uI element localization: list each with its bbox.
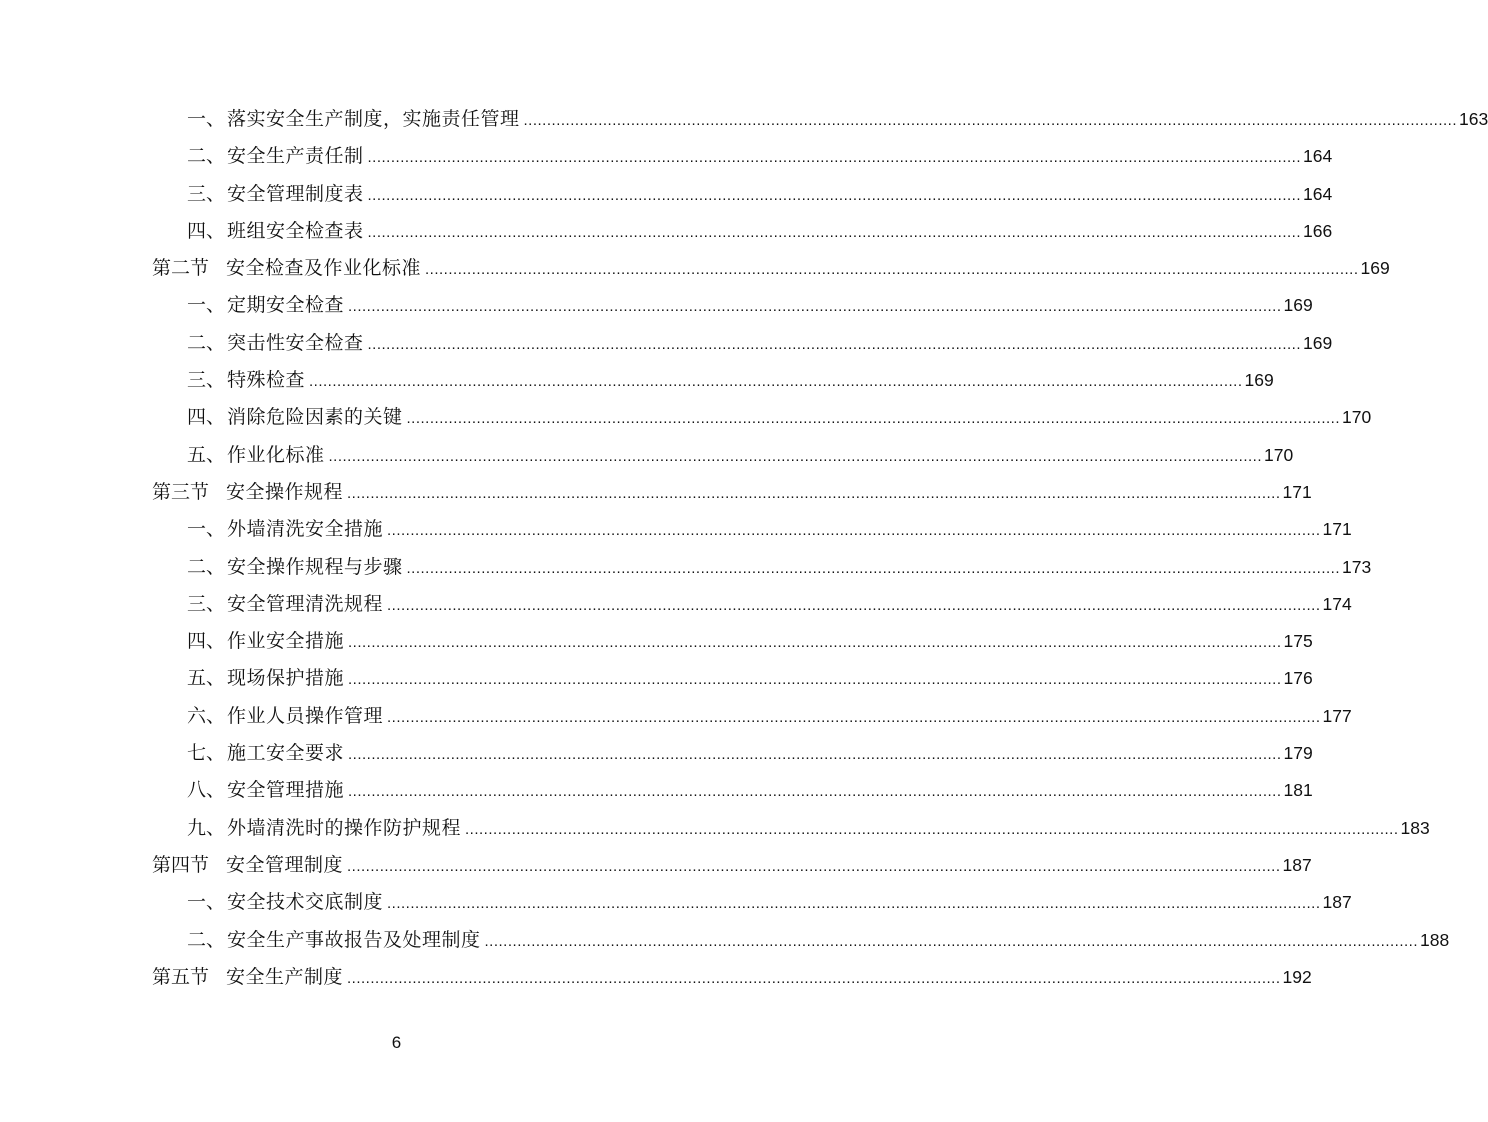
toc-entry-number: 二、 (187, 555, 226, 578)
toc-entry[interactable] (0, 809, 1430, 846)
dot-leader: ........................................................................................................................................................................................................ (406, 559, 1341, 577)
toc-entry[interactable] (0, 175, 1333, 212)
toc-entry-number: 三、 (187, 182, 226, 205)
toc-entry-line (187, 218, 1333, 246)
toc-entry[interactable] (0, 771, 1313, 808)
toc-entry-page: 171 (1322, 519, 1352, 540)
dot-leader: ........................................................................................................................................................................................................ (309, 373, 1243, 391)
toc-entry-title: 班组安全检查表 (227, 219, 364, 242)
toc-entry-number: 三、 (187, 592, 226, 615)
toc-entry-title: 外墙清洗时的操作防护规程 (227, 816, 462, 839)
toc-entry-title: 安全技术交底制度 (227, 891, 384, 914)
toc-entry-number: 二、 (187, 331, 226, 354)
dot-leader: ........................................................................................................................................................................................................ (523, 112, 1458, 129)
toc-entry-number: 三、 (187, 369, 226, 392)
toc-entry-line (187, 815, 1430, 843)
toc-entry-page: 170 (1264, 444, 1294, 465)
dot-leader: ........................................................................................................................................................................................................ (348, 671, 1282, 689)
dot-leader: ........................................................................................................................................................................................................ (347, 857, 1281, 875)
table-of-contents (0, 100, 1488, 995)
toc-entry-page: 169 (1360, 258, 1390, 279)
toc-entry[interactable] (0, 622, 1313, 659)
toc-entry-number: 二、 (187, 928, 226, 951)
toc-entry-page: 187 (1282, 854, 1312, 875)
toc-entry-line (152, 479, 1312, 507)
toc-entry-title: 落实安全生产制度，实施责任管理 (227, 108, 520, 130)
toc-entry-number: 四、 (187, 406, 226, 429)
toc-entry-title: 突击性安全检查 (227, 331, 364, 354)
toc-entry-number: 第二节 (152, 257, 210, 280)
toc-entry-page: 175 (1283, 631, 1313, 652)
toc-entry-page: 176 (1283, 668, 1313, 689)
toc-entry-title: 作业化标准 (227, 443, 325, 466)
page-number: 6 (391, 1033, 402, 1052)
toc-entry-page: 179 (1283, 743, 1313, 764)
toc-entry-number: 第四节 (152, 853, 210, 876)
toc-entry-line (187, 181, 1333, 209)
toc-entry-title: 安全管理措施 (227, 779, 345, 802)
toc-entry[interactable] (0, 100, 1488, 137)
toc-entry-line (187, 442, 1294, 470)
toc-entry-title: 现场保护措施 (227, 667, 345, 690)
toc-entry-line (187, 628, 1313, 656)
toc-entry-line (187, 106, 1488, 134)
toc-entry-title: 安全管理制度表 (227, 182, 364, 205)
toc-entry-page: 164 (1303, 146, 1333, 167)
dot-leader: ........................................................................................................................................................................................................ (367, 223, 1302, 241)
toc-entry-page: 171 (1282, 481, 1312, 502)
toc-entry-page: 183 (1400, 817, 1430, 838)
toc-entry-title: 安全管理清洗规程 (227, 592, 384, 615)
toc-entry-title: 安全操作规程与步骤 (227, 555, 403, 578)
toc-entry-number: 第三节 (152, 480, 210, 503)
dot-leader: ........................................................................................................................................................................................................ (387, 708, 1321, 726)
dot-leader: ........................................................................................................................................................................................................ (465, 820, 1399, 838)
toc-entry-title: 作业人员操作管理 (227, 704, 384, 727)
dot-leader: ........................................................................................................................................................................................................ (348, 783, 1282, 801)
toc-entry[interactable] (0, 697, 1352, 734)
toc-entry[interactable] (0, 585, 1352, 622)
dot-leader: ........................................................................................................................................................................................................ (406, 410, 1341, 428)
toc-entry-number: 一、 (187, 108, 226, 130)
toc-entry-number: 一、 (187, 294, 226, 317)
toc-entry-page: 169 (1303, 332, 1333, 353)
dot-leader: ........................................................................................................................................................................................................ (347, 969, 1281, 987)
toc-entry-title: 消除危险因素的关键 (227, 406, 403, 429)
dot-leader: ........................................................................................................................................................................................................ (387, 596, 1321, 614)
toc-entry-line (187, 703, 1352, 731)
dot-leader: ........................................................................................................................................................................................................ (348, 746, 1282, 764)
toc-entry-page: 187 (1322, 892, 1352, 913)
toc-entry-line (152, 852, 1312, 880)
toc-entry-title: 安全生产事故报告及处理制度 (227, 928, 481, 951)
toc-entry[interactable] (0, 659, 1313, 696)
toc-entry-page: 170 (1342, 407, 1372, 428)
toc-entry-page: 169 (1244, 370, 1274, 391)
toc-entry[interactable] (0, 286, 1313, 323)
toc-entry-line (187, 554, 1372, 582)
toc-entry-line (187, 927, 1450, 955)
dot-leader: ........................................................................................................................................................................................................ (367, 335, 1302, 353)
toc-entry-title: 特殊检查 (227, 369, 306, 392)
toc-entry-page: 174 (1322, 593, 1352, 614)
toc-entry-number: 一、 (187, 891, 226, 914)
toc-entry-title: 安全生产制度 (226, 965, 344, 988)
toc-entry-page: 169 (1283, 295, 1313, 316)
toc-entry-page: 192 (1282, 966, 1312, 987)
toc-entry-number: 二、 (187, 145, 226, 168)
toc-entry-page: 188 (1420, 929, 1450, 950)
toc-entry-number: 九、 (187, 816, 226, 839)
dot-leader: ........................................................................................................................................................................................................ (348, 634, 1282, 652)
toc-entry[interactable] (0, 510, 1352, 547)
toc-entry-line (187, 665, 1313, 693)
toc-entry-number: 第五节 (152, 965, 210, 988)
toc-entry-line (187, 777, 1313, 805)
toc-entry-title: 定期安全检查 (227, 294, 345, 317)
dot-leader: ........................................................................................................................................................................................................ (348, 298, 1282, 316)
toc-entry-title: 作业安全措施 (227, 630, 345, 653)
toc-entry-title: 安全管理制度 (226, 853, 344, 876)
toc-entry-number: 一、 (187, 518, 226, 541)
toc-entry[interactable] (0, 137, 1333, 174)
toc-entry[interactable] (0, 361, 1274, 398)
toc-entry-number: 六、 (187, 704, 226, 727)
toc-entry-page: 173 (1342, 556, 1372, 577)
toc-entry[interactable] (0, 436, 1294, 473)
toc-entry-line (187, 330, 1333, 358)
toc-entry-page: 177 (1322, 705, 1352, 726)
toc-entry[interactable] (0, 734, 1313, 771)
dot-leader: ........................................................................................................................................................................................................ (347, 484, 1281, 502)
toc-entry[interactable] (0, 883, 1352, 920)
toc-entry[interactable] (0, 958, 1312, 995)
toc-entry-page: 166 (1303, 220, 1333, 241)
toc-entry-title: 外墙清洗安全措施 (227, 518, 384, 541)
dot-leader: ........................................................................................................................................................................................................ (387, 895, 1321, 913)
dot-leader: ........................................................................................................................................................................................................ (367, 186, 1302, 204)
dot-leader: ........................................................................................................................................................................................................ (367, 149, 1302, 167)
dot-leader: ........................................................................................................................................................................................................ (328, 447, 1263, 465)
dot-leader: ........................................................................................................................................................................................................ (387, 522, 1321, 540)
toc-entry-number: 五、 (187, 443, 226, 466)
toc-entry-page: 164 (1303, 183, 1333, 204)
toc-entry[interactable] (0, 398, 1372, 435)
toc-entry-line (187, 516, 1352, 544)
toc-entry-line (187, 367, 1274, 395)
toc-entry-title: 安全生产责任制 (227, 145, 364, 168)
toc-entry-title: 施工安全要求 (227, 742, 345, 765)
toc-entry-number: 四、 (187, 630, 226, 653)
toc-entry[interactable] (0, 212, 1333, 249)
toc-entry-line (187, 143, 1333, 171)
toc-entry-number: 八、 (187, 779, 226, 802)
dot-leader: ........................................................................................................................................................................................................ (484, 932, 1419, 950)
toc-entry-number: 五、 (187, 667, 226, 690)
toc-entry-line (152, 255, 1390, 283)
toc-entry[interactable] (0, 846, 1312, 883)
toc-entry-title: 安全操作规程 (226, 480, 344, 503)
toc-entry-title: 安全检查及作业化标准 (226, 257, 422, 280)
dot-leader: ........................................................................................................................................................................................................ (425, 261, 1359, 279)
toc-entry-line (187, 404, 1372, 432)
toc-entry-line (187, 591, 1352, 619)
toc-entry-line (187, 740, 1313, 768)
toc-entry[interactable] (0, 921, 1450, 958)
toc-entry-line (187, 292, 1313, 320)
toc-entry[interactable] (0, 473, 1312, 510)
toc-entry[interactable] (0, 548, 1372, 585)
toc-entry-page: 181 (1283, 780, 1313, 801)
toc-entry[interactable] (0, 324, 1333, 361)
toc-entry-page: 163 (1459, 109, 1488, 129)
toc-entry[interactable] (0, 249, 1390, 286)
toc-entry-line (152, 964, 1312, 992)
toc-entry-line (187, 889, 1352, 917)
toc-entry-number: 四、 (187, 219, 226, 242)
toc-entry-number: 七、 (187, 742, 226, 765)
